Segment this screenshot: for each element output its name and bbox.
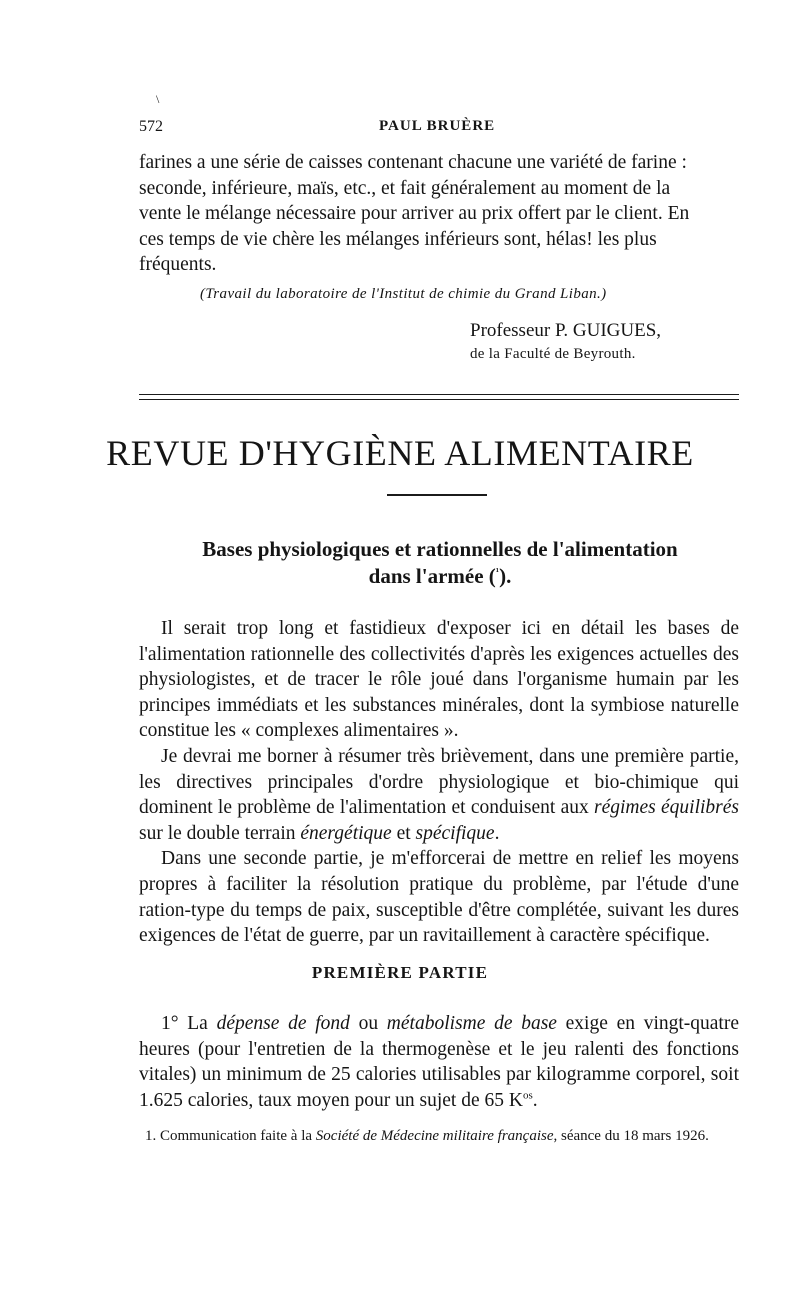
- text-line: farines a une série de caisses contenant chacune une variété de farine :: [139, 152, 687, 173]
- intro-text: [139, 616, 739, 949]
- item-number: 1°: [161, 1013, 179, 1034]
- text-line: seconde, inférieure, maïs, etc., et fait généralement au moment de la: [139, 177, 671, 199]
- subtitle-line: [160, 563, 720, 590]
- lab-credit: (Travail du laboratoire de l'Institut de chimie du Grand Liban.): [200, 286, 607, 302]
- footnote-ref: ¹: [495, 566, 500, 578]
- subtitle-text: dans l'armée (: [368, 564, 496, 588]
- text-run: .: [494, 822, 500, 844]
- superscript: os: [522, 1089, 533, 1102]
- double-rule-bottom: [139, 399, 739, 400]
- paragraph: Dans une seconde partie, je m'efforcerai de mettre en relief les moyens propres à faciliter la résolution pratique du problème, par l'étude d'une ration-type du temps de paix, susceptible d'être complétée, suivant les dures exigences de l'état de guerre, par un ravitaillement à caractère spécifique.: [139, 848, 739, 947]
- text-run: et: [391, 822, 416, 844]
- emphasis: énergétique: [300, 822, 392, 844]
- emphasis: Société de Médecine militaire française: [315, 1128, 554, 1144]
- text-run: exige en vingt-quatre heures (pour l'entretien de la thermogenèse et le jeu ralenti des fonctions vitales) un minimum de 25 calories utilisables par kilogramme corporel, soit 1.625 calories, taux moyen pour un sujet de 65 K: [139, 1013, 740, 1111]
- running-head: PAUL BRUÈRE: [379, 118, 496, 134]
- article-subtitle: [160, 536, 720, 590]
- title-rule: [387, 494, 487, 496]
- footnote: [139, 1127, 739, 1146]
- emphasis: régimes équilibrés: [594, 797, 740, 819]
- section-heading: PREMIÈRE PARTIE: [311, 963, 489, 982]
- subtitle-close: ).: [499, 564, 512, 588]
- text-line: fréquents.: [139, 254, 217, 276]
- author-signature: Professeur P. GUIGUES,: [470, 320, 662, 341]
- article-title: REVUE D'HYGIÈNE ALIMENTAIRE: [106, 433, 694, 473]
- text-run: 1. Communication faite à la: [145, 1128, 316, 1144]
- subtitle-line: Bases physiologiques et rationnelles de l'alimentation: [202, 537, 678, 561]
- footnote-text: [139, 1127, 739, 1146]
- top-paragraph: [139, 150, 739, 278]
- emphasis: dépense de fond: [216, 1013, 350, 1034]
- paragraph: [139, 744, 739, 846]
- paragraph: [139, 1011, 739, 1113]
- page-number: 572: [139, 118, 163, 135]
- text-run: .: [532, 1089, 538, 1111]
- text-run: Je devrai me borner à résumer très brièvement, dans une première partie, les directives principales d'ordre physiologique et bio-chimique qui dominent le problème de l'alimentation et conduisent aux: [139, 745, 739, 819]
- text-line: ces temps de vie chère les mélanges inférieurs sont, hélas! les plus: [139, 228, 657, 250]
- page-header: [139, 116, 739, 142]
- author-affiliation: de la Faculté de Beyrouth.: [470, 346, 636, 362]
- text-run: ou: [349, 1013, 387, 1034]
- emphasis: métabolisme de base: [386, 1013, 557, 1034]
- section-text: [139, 1011, 739, 1113]
- emphasis: spécifique: [415, 822, 495, 844]
- corner-mark: \: [156, 92, 160, 106]
- text-run: La: [178, 1013, 217, 1034]
- text-line: vente le mélange nécessaire pour arriver au prix offert par le client. En: [139, 203, 690, 225]
- double-rule-top: [139, 394, 739, 395]
- text-run: sur le double terrain: [139, 822, 301, 844]
- text-run: , séance du 18 mars 1926.: [553, 1128, 709, 1144]
- paragraph: Il serait trop long et fastidieux d'exposer ici en détail les bases de l'alimentation rationnelle des collectivités d'après les exigences actuelles des physiologistes, et de tracer le rôle joué dans l'organisme humain par les principes immédiats et les substances minérales, dont la symbiose naturelle constitue les « complexes alimentaires ».: [139, 618, 739, 742]
